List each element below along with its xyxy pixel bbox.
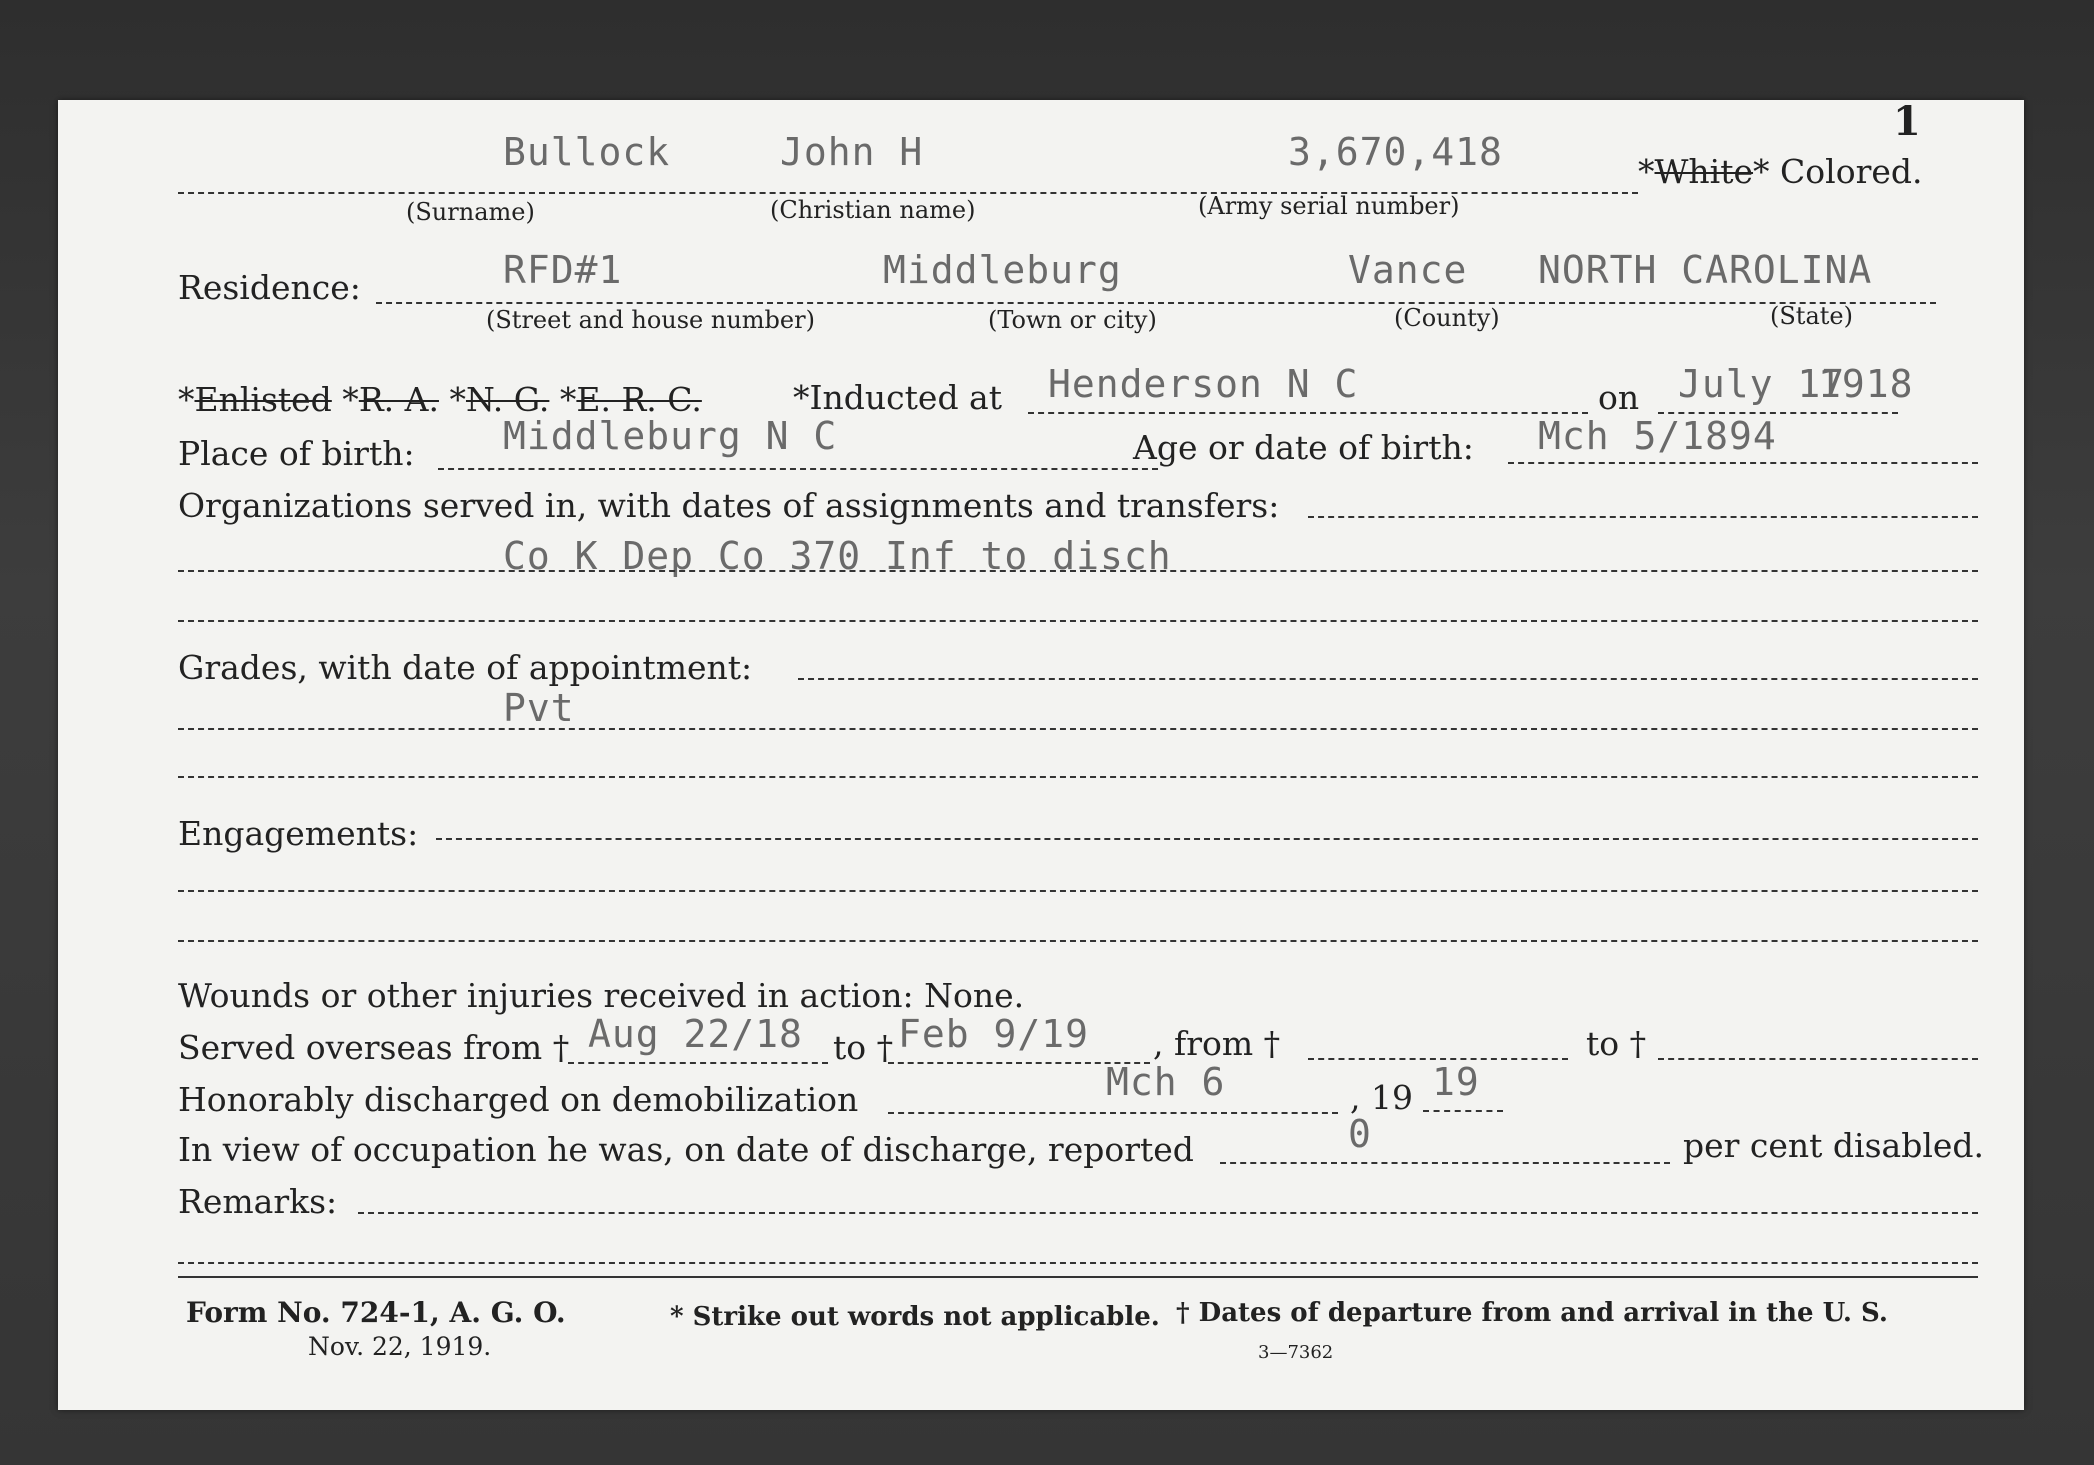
grades-line-2 bbox=[178, 728, 1978, 730]
discharge-year-prefix: , 19 bbox=[1350, 1078, 1413, 1117]
place-of-birth-line bbox=[438, 468, 1158, 470]
place-of-birth-label: Place of birth: bbox=[178, 434, 415, 473]
age-dob-label: Age or date of birth: bbox=[1133, 428, 1474, 467]
surname-value: Bullock bbox=[503, 130, 671, 174]
induction-year: 1918 bbox=[1818, 362, 1914, 406]
discharge-label: Honorably discharged on demobilization bbox=[178, 1080, 859, 1119]
percent-disabled-value: 0 bbox=[1348, 1112, 1372, 1156]
christian-name-value: John H bbox=[780, 130, 924, 174]
grades-line-3 bbox=[178, 776, 1978, 778]
overseas-to-2-line bbox=[1658, 1058, 1978, 1060]
race-white: White bbox=[1654, 152, 1754, 191]
organizations-line-1 bbox=[1308, 516, 1978, 518]
residence-line bbox=[376, 302, 1936, 304]
served-overseas-text: Served overseas from bbox=[178, 1028, 543, 1067]
inducted-at-label: *Inducted at bbox=[793, 378, 1002, 417]
remarks-label: Remarks: bbox=[178, 1182, 338, 1221]
overseas-to-2-text: to bbox=[1586, 1024, 1620, 1063]
overseas-from-2-text: , from bbox=[1153, 1024, 1254, 1063]
engagements-line-2 bbox=[178, 890, 1978, 892]
residence-town: Middleburg bbox=[883, 248, 1122, 292]
race-colored: Colored. bbox=[1780, 152, 1923, 191]
print-code: 3—7362 bbox=[1258, 1342, 1334, 1363]
organizations-label: Organizations served in, with dates of assignments and transfers: bbox=[178, 486, 1280, 525]
residence-label: Residence: bbox=[178, 268, 361, 307]
overseas-from-2-label: , from † bbox=[1153, 1024, 1281, 1063]
discharge-date: Mch 6 bbox=[1106, 1060, 1226, 1104]
street-caption: (Street and house number) bbox=[486, 306, 815, 334]
engagements-line-3 bbox=[178, 940, 1978, 942]
serial-number-value: 3,670,418 bbox=[1288, 130, 1503, 174]
organizations-line-3 bbox=[178, 620, 1978, 622]
remarks-line-1 bbox=[358, 1212, 1978, 1214]
overseas-to-date: Feb 9/19 bbox=[898, 1012, 1090, 1056]
organizations-value: Co K Dep Co 370 Inf to disch bbox=[503, 534, 1172, 578]
race-options: *White* Colored. bbox=[1638, 152, 1923, 191]
enlisted-option: Enlisted bbox=[194, 380, 332, 419]
remarks-line-2 bbox=[178, 1262, 1978, 1264]
inducted-at-text: Inducted at bbox=[809, 378, 1002, 417]
christian-name-caption: (Christian name) bbox=[770, 196, 976, 224]
induction-date: July 17 bbox=[1678, 362, 1846, 406]
grades-line-1 bbox=[798, 678, 1978, 680]
residence-county: Vance bbox=[1348, 248, 1468, 292]
occupation-label: In view of occupation he was, on date of discharge, reported bbox=[178, 1130, 1194, 1169]
date-of-birth-value: Mch 5/1894 bbox=[1538, 414, 1777, 458]
residence-state: NORTH CAROLINA bbox=[1538, 248, 1873, 292]
induction-place: Henderson N C bbox=[1048, 362, 1359, 406]
service-record-card bbox=[58, 100, 2024, 1410]
discharge-year-line bbox=[1423, 1110, 1503, 1112]
overseas-to-text: to bbox=[833, 1028, 867, 1067]
overseas-from-line bbox=[568, 1062, 828, 1064]
overseas-to-label: to † bbox=[833, 1028, 894, 1067]
county-caption: (County) bbox=[1394, 304, 1500, 332]
wounds-label: Wounds or other injuries received in action: None. bbox=[178, 976, 1025, 1015]
overseas-from-date: Aug 22/18 bbox=[588, 1012, 803, 1056]
grades-label: Grades, with date of appointment: bbox=[178, 648, 753, 687]
residence-street: RFD#1 bbox=[503, 248, 623, 292]
town-caption: (Town or city) bbox=[988, 306, 1157, 334]
enlistment-options: *Enlisted *R. A. *N. G. *E. R. C. bbox=[178, 380, 702, 419]
engagements-line-1 bbox=[436, 838, 1978, 840]
percent-disabled-label: per cent disabled. bbox=[1683, 1126, 1985, 1165]
on-label: on bbox=[1598, 378, 1640, 417]
induction-place-line bbox=[1028, 412, 1588, 414]
dates-note: † Dates of departure from and arrival in the U. S. bbox=[1176, 1298, 1888, 1328]
ng-option: N. G. bbox=[465, 380, 550, 419]
form-date: Nov. 22, 1919. bbox=[308, 1332, 492, 1361]
surname-caption: (Surname) bbox=[406, 198, 535, 226]
organizations-line-2 bbox=[178, 570, 1978, 572]
card-number: 1 bbox=[1893, 98, 1921, 145]
percent-disabled-line bbox=[1220, 1162, 1670, 1164]
erc-option: E. R. C. bbox=[576, 380, 702, 419]
serial-caption: (Army serial number) bbox=[1198, 192, 1460, 220]
engagements-label: Engagements: bbox=[178, 814, 419, 853]
overseas-to-2-label: to † bbox=[1586, 1024, 1647, 1063]
strike-note: * Strike out words not applicable. bbox=[670, 1302, 1160, 1332]
ra-option: R. A. bbox=[358, 380, 439, 419]
grades-value: Pvt bbox=[503, 686, 575, 730]
discharge-date-line bbox=[888, 1112, 1338, 1114]
state-caption: (State) bbox=[1770, 302, 1853, 330]
date-of-birth-line bbox=[1508, 462, 1978, 464]
place-of-birth-value: Middleburg N C bbox=[503, 414, 838, 458]
footer-rule bbox=[178, 1276, 1978, 1278]
form-number: Form No. 724-1, A. G. O. bbox=[186, 1296, 566, 1329]
discharge-year-suffix: 19 bbox=[1432, 1060, 1480, 1104]
served-overseas-label: Served overseas from † bbox=[178, 1028, 570, 1067]
